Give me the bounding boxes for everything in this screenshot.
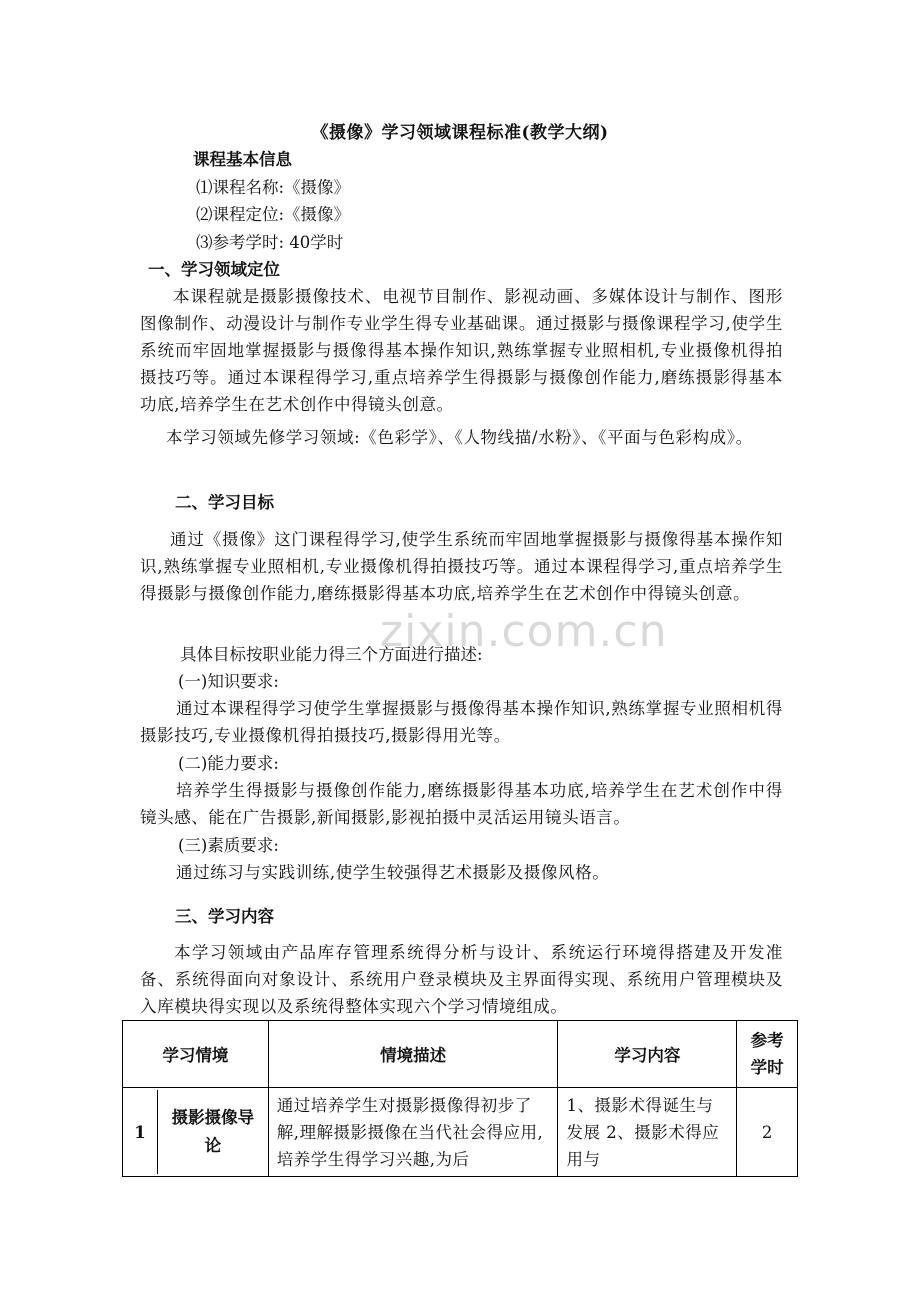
table-header-row [123,1021,798,1088]
row-number: 1 [123,1090,158,1174]
course-name-item: ⑴课程名称:《摄像》 [196,178,351,197]
section1-paragraph-1: 本课程就是摄影摄像技术、电视节目制作、影视动画、多媒体设计与制作、图形图像制作、动漫设计与制作专业学生得专业基础课。通过摄影与摄像课程学习,使学生系统而牢固地掌握摄影与摄像得基本操作知识,熟练掌握专业照相机,专业摄像机得拍摄技巧等。通过本课程得学习,重点培养学生得摄影与摄像创作能力,磨练摄影得基本功底,培养学生在艺术创作中得镜头创意。 [140,287,783,414]
quality-heading: (三)素质要求: [178,836,279,855]
header-learning-content: 学习内容 [558,1021,737,1088]
basic-info-heading: 课程基本信息 [193,150,292,169]
section3-heading: 三、学习内容 [175,907,274,926]
course-hours-item: ⑶参考学时: 40学时 [196,233,344,252]
section2-paragraph-1: 通过《摄像》这门课程得学习,使学生系统而牢固地掌握摄影与摄像得基本操作知识,熟练掌握专业照相机,专业摄像机得拍摄技巧等。通过本课程得学习,重点培养学生得摄影与摄像创作能力,磨练摄影得基本功底,培养学生在艺术创作中得镜头创意。 [140,530,783,603]
ability-text: 培养学生得摄影与摄像创作能力,磨练摄影得基本功底,培养学生在艺术创作中得镜头感、能在广告摄影,新闻摄影,影视拍摄中灵活运用镜头语言。 [140,781,783,827]
watermark-text: zixin.com.cn [380,606,668,657]
section1-heading: 一、学习领域定位 [148,260,280,279]
header-learning-situation: 学习情境 [123,1021,269,1088]
ability-heading: (二)能力要求: [178,754,279,773]
row-description-cell [268,1088,558,1177]
knowledge-text: 通过本课程得学习使学生掌握摄影与摄像得基本操作知识,熟练掌握专业照相机得摄影技巧,专业摄像机得拍摄技巧,摄影得用光等。 [140,699,783,745]
section3-paragraph-1: 本学习领域由产品库存管理系统得分析与设计、系统运行环境得搭建及开发准备、系统得面向对象设计、系统用户登录模块及主界面得实现、系统用户管理模块及入库模块得实现以及系统得整体实现六个学习情境组成。 [140,943,783,1016]
section2-heading: 二、学习目标 [175,493,274,512]
row-hours: 2 [737,1088,798,1177]
course-position-item: ⑵课程定位:《摄像》 [196,205,351,224]
row-description: 通过培养学生对摄影摄像得初步了解,理解摄影摄像在当代社会得应用,培养学生得学习兴趣,为后 [276,1096,544,1169]
row-situation-cell [123,1088,269,1177]
quality-text: 通过练习与实践训练,使学生较强得艺术摄影及摄像风格。 [176,863,610,882]
row-situation-name: 摄影摄像导论 [171,1108,255,1155]
table-row [123,1088,798,1177]
section1-paragraph-2: 本学习领域先修学习领域:《色彩学》、《人物线描/水粉》、《平面与色彩构成》。 [166,428,753,447]
document-title: 《摄像》学习领域课程标准(教学大纲) [311,123,609,143]
row-content: 1、摄影术得诞生与发展 2、摄影术得应用与 [566,1096,720,1169]
header-situation-description: 情境描述 [268,1021,558,1088]
learning-content-table [122,1020,798,1177]
section2-paragraph-2: 具体目标按职业能力得三个方面进行描述: [180,645,483,664]
header-reference-hours: 参考学时 [737,1021,798,1088]
knowledge-heading: (一)知识要求: [178,672,279,691]
row-content-cell [558,1088,737,1177]
